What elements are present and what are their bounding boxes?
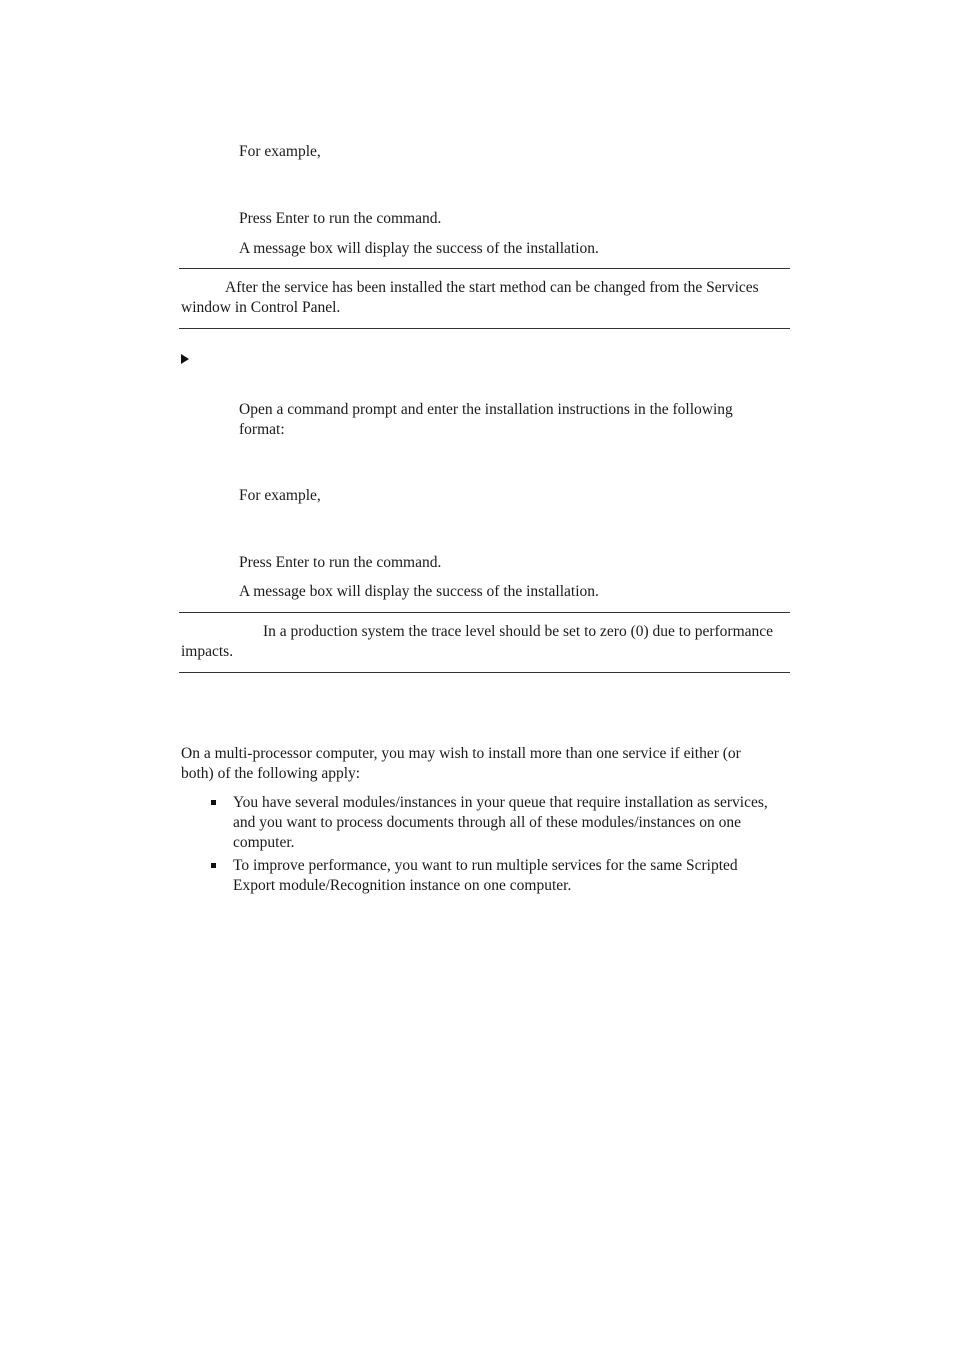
message-box-text-1: A message box will display the success of the installation.: [239, 240, 599, 257]
open-prompt-text: Open a command prompt and enter the installation instructions in the following format:: [239, 401, 733, 438]
press-enter-text-2: Press Enter to run the command.: [239, 554, 442, 571]
note-text-2: In a production system the trace level should be set to zero (0) due to performance impacts.: [181, 623, 774, 660]
bullet-square-icon: [211, 800, 216, 805]
for-example-text-2: For example,: [239, 487, 321, 504]
note-top-rule-1: [179, 268, 790, 269]
bullet-square-icon: [211, 863, 216, 868]
list-item: To improve performance, you want to run multiple services for the same Scripted Export module/Recognition instance on one computer.: [233, 857, 738, 894]
note-text-1: After the service has been installed the start method can be changed from the Services window in Control Panel.: [181, 279, 759, 316]
list-item: You have several modules/instances in your queue that require installation as services, and you want to process documents through all of these modules/instances on one computer.: [233, 794, 768, 851]
note-bottom-rule-1: [179, 328, 790, 329]
for-example-text-1: For example,: [239, 143, 321, 160]
triangle-right-icon: [181, 354, 189, 364]
press-enter-text-1: Press Enter to run the command.: [239, 210, 442, 227]
note-bottom-rule-2: [179, 672, 790, 673]
multiprocessor-intro: On a multi-processor computer, you may wish to install more than one service if either (or both) of the following apply:: [181, 745, 741, 782]
note-top-rule-2: [179, 612, 790, 613]
message-box-text-2: A message box will display the success of the installation.: [239, 583, 599, 600]
